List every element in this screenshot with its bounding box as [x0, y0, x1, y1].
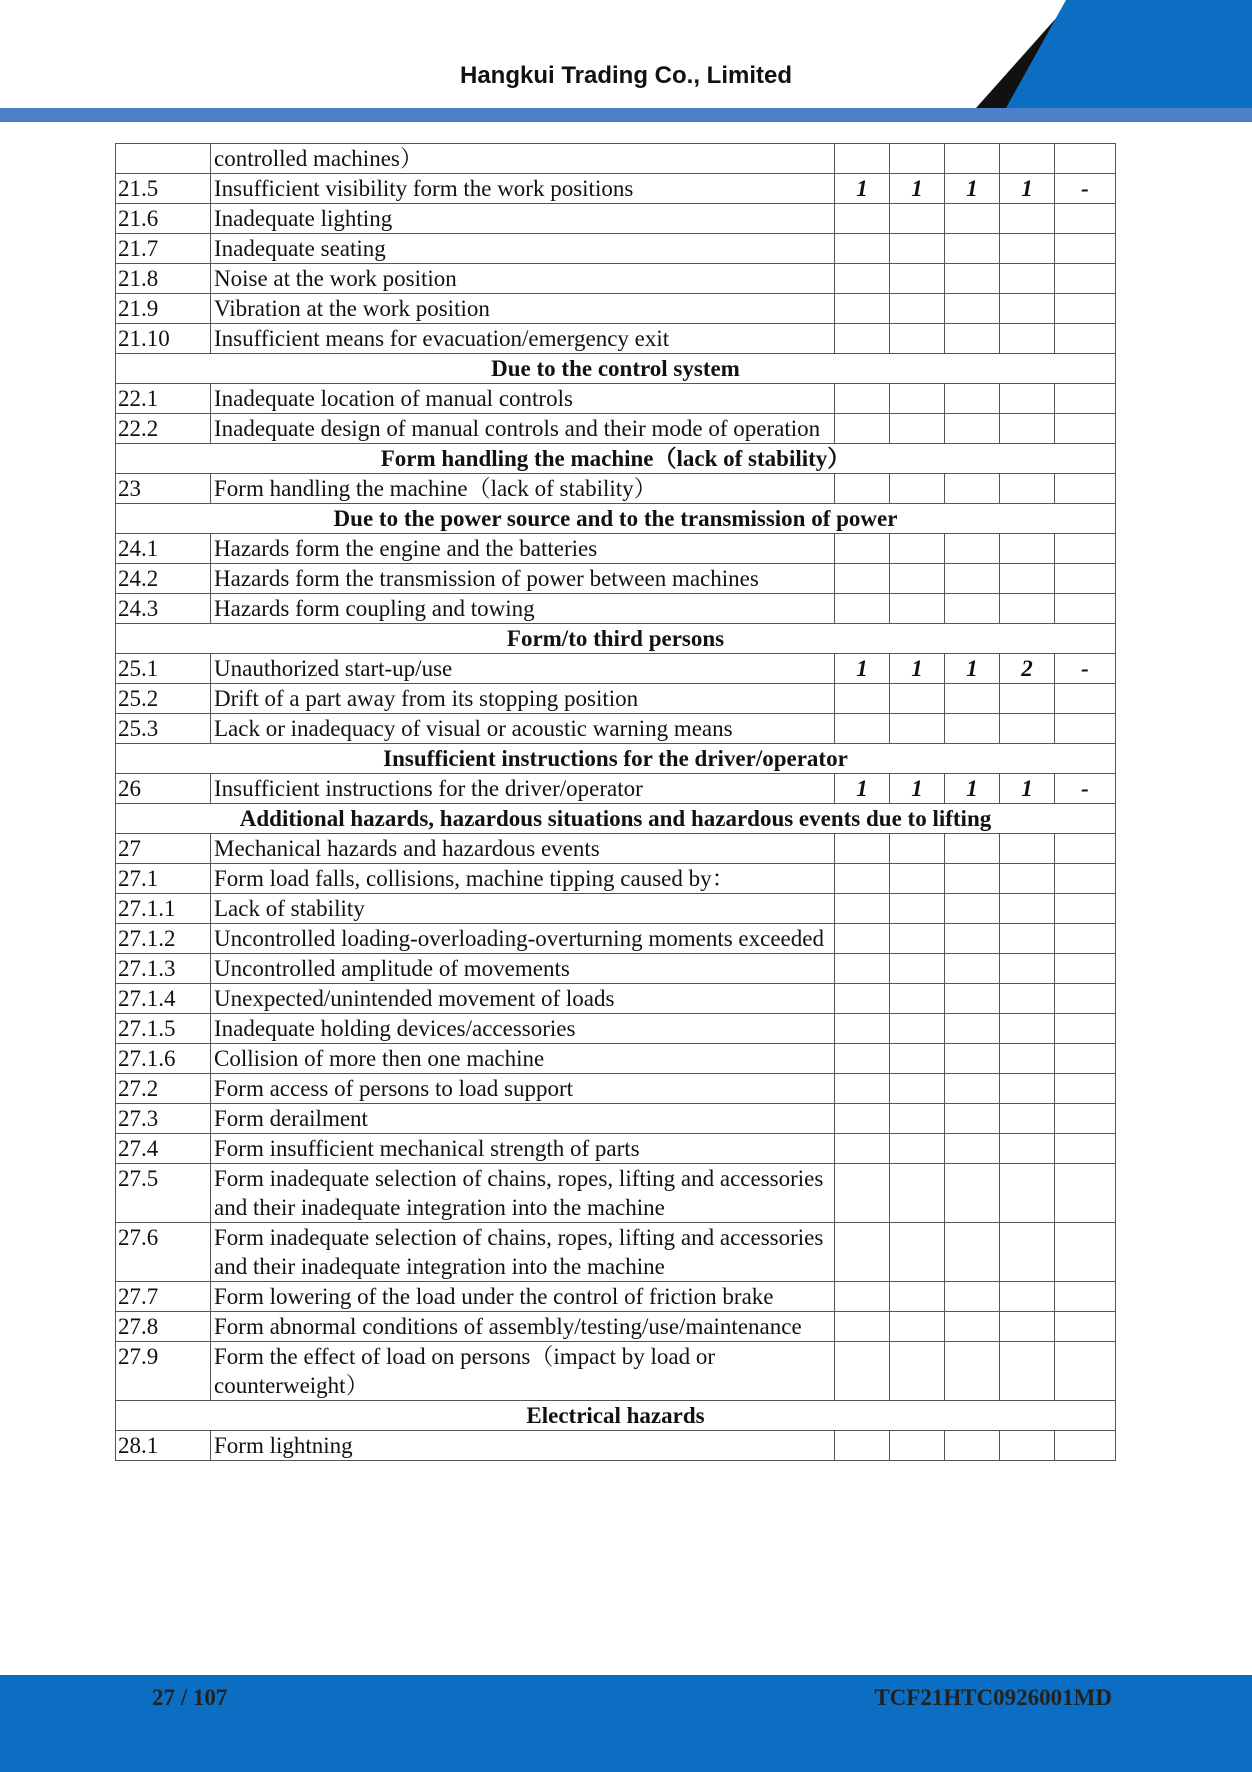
risk-value-cell — [945, 1014, 1000, 1044]
item-number: 27.3 — [116, 1104, 211, 1134]
table-row — [116, 1223, 1116, 1282]
company-name: Hangkui Trading Co., Limited — [459, 62, 792, 89]
hazard-description: Form the effect of load on persons（impact by load or counterweight） — [211, 1342, 835, 1401]
section-header-row — [116, 804, 1116, 834]
hazard-description: Form lightning — [211, 1431, 835, 1461]
risk-value-cell — [1000, 1164, 1055, 1223]
item-number: 27.9 — [116, 1342, 211, 1401]
risk-value-cell — [890, 864, 945, 894]
risk-value-cell — [835, 1074, 890, 1104]
risk-value-cell — [890, 954, 945, 984]
item-number: 27.1.3 — [116, 954, 211, 984]
risk-value-cell — [1055, 264, 1116, 294]
hazard-description: Form abnormal conditions of assembly/testing/use/maintenance — [211, 1312, 835, 1342]
table-row — [116, 144, 1116, 174]
item-number: 27.2 — [116, 1074, 211, 1104]
table-row — [116, 1282, 1116, 1312]
risk-value-cell — [835, 1134, 890, 1164]
risk-value-cell — [835, 984, 890, 1014]
page-footer — [0, 1675, 1252, 1772]
risk-value-cell — [835, 324, 890, 354]
risk-value-cell — [1000, 834, 1055, 864]
item-number: 27.8 — [116, 1312, 211, 1342]
risk-value-cell — [835, 954, 890, 984]
risk-value-cell — [945, 474, 1000, 504]
risk-value-cell — [890, 714, 945, 744]
table-row — [116, 984, 1116, 1014]
hazard-description: Uncontrolled amplitude of movements — [211, 954, 835, 984]
risk-value-cell — [835, 414, 890, 444]
risk-value-cell — [890, 1223, 945, 1282]
table-row — [116, 714, 1116, 744]
risk-value-cell — [1000, 414, 1055, 444]
risk-value-cell — [1000, 894, 1055, 924]
risk-value-cell — [890, 894, 945, 924]
hazard-description: Vibration at the work position — [211, 294, 835, 324]
item-number: 27.1.2 — [116, 924, 211, 954]
section-header-row — [116, 504, 1116, 534]
risk-value-cell — [945, 204, 1000, 234]
risk-value-cell — [1055, 1342, 1116, 1401]
risk-value-cell — [1055, 204, 1116, 234]
risk-value-cell: - — [1055, 174, 1116, 204]
risk-value-cell: 1 — [945, 174, 1000, 204]
section-title: Form handling the machine（lack of stability） — [116, 444, 1116, 474]
risk-value-cell — [835, 714, 890, 744]
risk-value-cell — [1055, 714, 1116, 744]
risk-value-cell — [890, 294, 945, 324]
item-number: 21.9 — [116, 294, 211, 324]
risk-value-cell — [945, 144, 1000, 174]
risk-value-cell — [1000, 1104, 1055, 1134]
risk-value-cell — [1055, 594, 1116, 624]
risk-value-cell: 1 — [835, 174, 890, 204]
risk-value-cell — [1000, 1282, 1055, 1312]
risk-value-cell — [945, 1342, 1000, 1401]
risk-value-cell — [1055, 144, 1116, 174]
risk-value-cell — [1000, 384, 1055, 414]
risk-value-cell — [835, 1044, 890, 1074]
risk-value-cell: 1 — [890, 654, 945, 684]
table-row — [116, 1014, 1116, 1044]
table-row — [116, 294, 1116, 324]
risk-value-cell — [1000, 234, 1055, 264]
risk-value-cell — [945, 264, 1000, 294]
table-row — [116, 474, 1116, 504]
risk-value-cell: 1 — [945, 774, 1000, 804]
risk-value-cell — [945, 1282, 1000, 1312]
risk-value-cell — [890, 594, 945, 624]
item-number: 25.3 — [116, 714, 211, 744]
hazard-description: Form derailment — [211, 1104, 835, 1134]
risk-value-cell — [1055, 474, 1116, 504]
risk-value-cell — [1055, 864, 1116, 894]
item-number: 21.8 — [116, 264, 211, 294]
table-row — [116, 954, 1116, 984]
risk-value-cell — [945, 714, 1000, 744]
risk-value-cell — [890, 1134, 945, 1164]
risk-value-cell — [1000, 684, 1055, 714]
risk-value-cell — [835, 1312, 890, 1342]
risk-value-cell — [835, 144, 890, 174]
hazard-description: Form insufficient mechanical strength of parts — [211, 1134, 835, 1164]
hazard-description: Unexpected/unintended movement of loads — [211, 984, 835, 1014]
risk-value-cell — [890, 264, 945, 294]
table-row — [116, 1342, 1116, 1401]
risk-value-cell — [1000, 144, 1055, 174]
risk-value-cell — [1000, 984, 1055, 1014]
item-number: 26 — [116, 774, 211, 804]
hazard-description: Collision of more then one machine — [211, 1044, 835, 1074]
table-row — [116, 264, 1116, 294]
risk-value-cell — [945, 864, 1000, 894]
table-row — [116, 204, 1116, 234]
risk-value-cell — [1000, 1342, 1055, 1401]
risk-value-cell — [945, 564, 1000, 594]
section-header-row — [116, 744, 1116, 774]
risk-value-cell — [890, 144, 945, 174]
risk-value-cell — [890, 684, 945, 714]
risk-value-cell — [835, 264, 890, 294]
risk-value-cell — [1055, 1134, 1116, 1164]
item-number: 21.7 — [116, 234, 211, 264]
hazard-description: Inadequate seating — [211, 234, 835, 264]
risk-value-cell — [1055, 1074, 1116, 1104]
item-number: 27.1.6 — [116, 1044, 211, 1074]
risk-value-cell — [945, 234, 1000, 264]
risk-value-cell — [945, 954, 1000, 984]
section-title: Due to the control system — [116, 354, 1116, 384]
risk-value-cell — [945, 834, 1000, 864]
risk-value-cell — [890, 234, 945, 264]
item-number: 27.7 — [116, 1282, 211, 1312]
risk-value-cell — [835, 1164, 890, 1223]
table-row — [116, 384, 1116, 414]
risk-value-cell — [1055, 234, 1116, 264]
hazard-description: Inadequate design of manual controls and their mode of operation — [211, 414, 835, 444]
risk-value-cell — [835, 834, 890, 864]
risk-value-cell — [890, 984, 945, 1014]
risk-value-cell — [835, 1282, 890, 1312]
hazard-description: Form access of persons to load support — [211, 1074, 835, 1104]
risk-value-cell — [1000, 324, 1055, 354]
risk-value-cell — [945, 1312, 1000, 1342]
item-number: 25.1 — [116, 654, 211, 684]
risk-value-cell — [1000, 1312, 1055, 1342]
table-row — [116, 534, 1116, 564]
item-number: 24.2 — [116, 564, 211, 594]
risk-value-cell — [890, 474, 945, 504]
risk-value-cell — [945, 1104, 1000, 1134]
table-row — [116, 594, 1116, 624]
document-code: TCF21HTC0926001MD — [874, 1685, 1112, 1710]
item-number: 27.1.1 — [116, 894, 211, 924]
hazard-description: Hazards form the engine and the batteries — [211, 534, 835, 564]
risk-value-cell — [1055, 1282, 1116, 1312]
hazard-description: controlled machines） — [211, 144, 835, 174]
risk-value-cell — [890, 924, 945, 954]
hazard-description: Form inadequate selection of chains, ropes, lifting and accessories and their inadequate integration into the machine — [211, 1223, 835, 1282]
risk-value-cell — [1055, 834, 1116, 864]
section-title: Electrical hazards — [116, 1401, 1116, 1431]
hazard-table — [115, 143, 1116, 1461]
header-bar — [0, 108, 1252, 122]
table-row — [116, 324, 1116, 354]
risk-value-cell — [835, 894, 890, 924]
table-row — [116, 654, 1116, 684]
risk-value-cell — [1055, 564, 1116, 594]
risk-value-cell — [1055, 894, 1116, 924]
risk-value-cell — [1055, 984, 1116, 1014]
risk-value-cell — [945, 894, 1000, 924]
risk-value-cell — [945, 1431, 1000, 1461]
risk-value-cell — [1000, 294, 1055, 324]
risk-value-cell — [890, 384, 945, 414]
risk-value-cell — [1055, 294, 1116, 324]
risk-value-cell: 1 — [945, 654, 1000, 684]
table-row — [116, 834, 1116, 864]
item-number: 21.10 — [116, 324, 211, 354]
item-number: 27.4 — [116, 1134, 211, 1164]
risk-value-cell — [1000, 1134, 1055, 1164]
item-number: 25.2 — [116, 684, 211, 714]
page-number: 27 / 107 — [152, 1685, 228, 1710]
risk-value-cell — [890, 1164, 945, 1223]
risk-value-cell — [835, 534, 890, 564]
item-number: 28.1 — [116, 1431, 211, 1461]
hazard-description: Insufficient means for evacuation/emergency exit — [211, 324, 835, 354]
risk-value-cell — [835, 474, 890, 504]
risk-value-cell — [1000, 564, 1055, 594]
table-row — [116, 1164, 1116, 1223]
risk-value-cell — [1055, 1104, 1116, 1134]
table-row — [116, 1134, 1116, 1164]
item-number: 24.3 — [116, 594, 211, 624]
table-row — [116, 774, 1116, 804]
risk-value-cell — [1055, 1164, 1116, 1223]
risk-value-cell — [1000, 474, 1055, 504]
risk-value-cell — [1000, 264, 1055, 294]
risk-value-cell — [1055, 954, 1116, 984]
table-row — [116, 1312, 1116, 1342]
risk-value-cell — [890, 1282, 945, 1312]
item-number: 21.5 — [116, 174, 211, 204]
risk-value-cell — [945, 324, 1000, 354]
risk-value-cell — [1000, 1223, 1055, 1282]
risk-value-cell — [1055, 924, 1116, 954]
risk-value-cell: 1 — [1000, 774, 1055, 804]
hazard-description: Form handling the machine（lack of stability） — [211, 474, 835, 504]
hazard-description: Insufficient instructions for the driver/operator — [211, 774, 835, 804]
risk-value-cell — [1000, 1431, 1055, 1461]
hazard-description: Inadequate lighting — [211, 204, 835, 234]
hazard-description: Hazards form the transmission of power between machines — [211, 564, 835, 594]
page-header — [0, 0, 1252, 124]
risk-value-cell — [1055, 1044, 1116, 1074]
risk-value-cell — [1000, 534, 1055, 564]
section-header-row — [116, 624, 1116, 654]
risk-value-cell: 2 — [1000, 654, 1055, 684]
risk-value-cell — [835, 1104, 890, 1134]
risk-value-cell: 1 — [835, 774, 890, 804]
item-number: 27.1 — [116, 864, 211, 894]
risk-value-cell — [835, 204, 890, 234]
risk-value-cell — [945, 1134, 1000, 1164]
risk-value-cell — [890, 414, 945, 444]
section-header-row — [116, 354, 1116, 384]
table-row — [116, 924, 1116, 954]
hazard-description: Lack of stability — [211, 894, 835, 924]
risk-value-cell — [835, 564, 890, 594]
table-row — [116, 414, 1116, 444]
section-header-row — [116, 1401, 1116, 1431]
risk-value-cell — [1055, 1223, 1116, 1282]
risk-value-cell — [945, 384, 1000, 414]
risk-value-cell: 1 — [835, 654, 890, 684]
item-number: 24.1 — [116, 534, 211, 564]
risk-value-cell — [835, 924, 890, 954]
risk-value-cell — [835, 1431, 890, 1461]
risk-value-cell — [835, 1014, 890, 1044]
table-row — [116, 1104, 1116, 1134]
risk-value-cell — [945, 1074, 1000, 1104]
item-number: 27 — [116, 834, 211, 864]
section-header-row — [116, 444, 1116, 474]
hazard-description: Form inadequate selection of chains, ropes, lifting and accessories and their inadequate integration into the machine — [211, 1164, 835, 1223]
risk-value-cell: 1 — [890, 174, 945, 204]
risk-value-cell — [890, 1014, 945, 1044]
section-title: Due to the power source and to the transmission of power — [116, 504, 1116, 534]
hazard-description: Insufficient visibility form the work positions — [211, 174, 835, 204]
table-row — [116, 234, 1116, 264]
risk-value-cell — [945, 594, 1000, 624]
risk-value-cell — [835, 234, 890, 264]
risk-value-cell — [1000, 204, 1055, 234]
risk-value-cell — [945, 1044, 1000, 1074]
risk-value-cell — [1000, 1014, 1055, 1044]
risk-value-cell — [890, 1312, 945, 1342]
risk-value-cell — [1055, 534, 1116, 564]
risk-value-cell — [1055, 1312, 1116, 1342]
risk-value-cell — [1055, 1431, 1116, 1461]
risk-value-cell — [1000, 1074, 1055, 1104]
risk-value-cell — [945, 294, 1000, 324]
risk-value-cell — [890, 534, 945, 564]
risk-value-cell — [890, 1074, 945, 1104]
hazard-description: Unauthorized start-up/use — [211, 654, 835, 684]
table-row — [116, 1044, 1116, 1074]
risk-value-cell — [1055, 324, 1116, 354]
risk-value-cell — [1000, 924, 1055, 954]
table-row — [116, 684, 1116, 714]
table-row — [116, 1074, 1116, 1104]
risk-value-cell — [945, 534, 1000, 564]
table-row — [116, 174, 1116, 204]
risk-value-cell — [1055, 414, 1116, 444]
hazard-description: Lack or inadequacy of visual or acoustic warning means — [211, 714, 835, 744]
risk-value-cell — [1000, 864, 1055, 894]
table-row — [116, 1431, 1116, 1461]
hazard-description: Drift of a part away from its stopping position — [211, 684, 835, 714]
risk-value-cell — [890, 834, 945, 864]
risk-value-cell — [890, 1104, 945, 1134]
risk-value-cell — [945, 1223, 1000, 1282]
risk-value-cell — [835, 864, 890, 894]
risk-value-cell — [945, 1164, 1000, 1223]
risk-value-cell — [835, 384, 890, 414]
risk-value-cell — [835, 1342, 890, 1401]
item-number: 27.5 — [116, 1164, 211, 1223]
hazard-description: Inadequate location of manual controls — [211, 384, 835, 414]
item-number: 27.1.5 — [116, 1014, 211, 1044]
risk-value-cell: - — [1055, 774, 1116, 804]
risk-value-cell — [1055, 384, 1116, 414]
hazard-description: Noise at the work position — [211, 264, 835, 294]
hazard-description: Mechanical hazards and hazardous events — [211, 834, 835, 864]
risk-value-cell — [1000, 594, 1055, 624]
hazard-description: Hazards form coupling and towing — [211, 594, 835, 624]
table-row — [116, 894, 1116, 924]
hazard-description: Form load falls, collisions, machine tipping caused by： — [211, 864, 835, 894]
risk-value-cell — [835, 294, 890, 324]
hazard-description: Form lowering of the load under the control of friction brake — [211, 1282, 835, 1312]
item-number: 21.6 — [116, 204, 211, 234]
item-number: 22.1 — [116, 384, 211, 414]
risk-value-cell — [1055, 1014, 1116, 1044]
risk-value-cell — [890, 1431, 945, 1461]
item-number: 27.1.4 — [116, 984, 211, 1014]
risk-value-cell — [945, 984, 1000, 1014]
risk-value-cell — [835, 594, 890, 624]
risk-value-cell: 1 — [1000, 174, 1055, 204]
risk-value-cell — [945, 684, 1000, 714]
section-title: Additional hazards, hazardous situations and hazardous events due to lifting — [116, 804, 1116, 834]
risk-value-cell: - — [1055, 654, 1116, 684]
item-number: 23 — [116, 474, 211, 504]
hazard-description: Uncontrolled loading-overloading-overturning moments exceeded — [211, 924, 835, 954]
item-number: 22.2 — [116, 414, 211, 444]
risk-value-cell — [890, 1044, 945, 1074]
item-number — [116, 144, 211, 174]
risk-value-cell — [945, 924, 1000, 954]
table-row — [116, 864, 1116, 894]
risk-value-cell — [890, 204, 945, 234]
risk-value-cell — [835, 1223, 890, 1282]
risk-value-cell — [1055, 684, 1116, 714]
section-title: Insufficient instructions for the driver/operator — [116, 744, 1116, 774]
hazard-description: Inadequate holding devices/accessories — [211, 1014, 835, 1044]
risk-value-cell — [1000, 954, 1055, 984]
risk-value-cell — [835, 684, 890, 714]
risk-value-cell — [890, 1342, 945, 1401]
risk-value-cell — [1000, 1044, 1055, 1074]
item-number: 27.6 — [116, 1223, 211, 1282]
risk-value-cell — [890, 564, 945, 594]
risk-value-cell — [890, 324, 945, 354]
risk-value-cell — [945, 414, 1000, 444]
risk-value-cell — [1000, 714, 1055, 744]
section-title: Form/to third persons — [116, 624, 1116, 654]
risk-value-cell: 1 — [890, 774, 945, 804]
table-row — [116, 564, 1116, 594]
